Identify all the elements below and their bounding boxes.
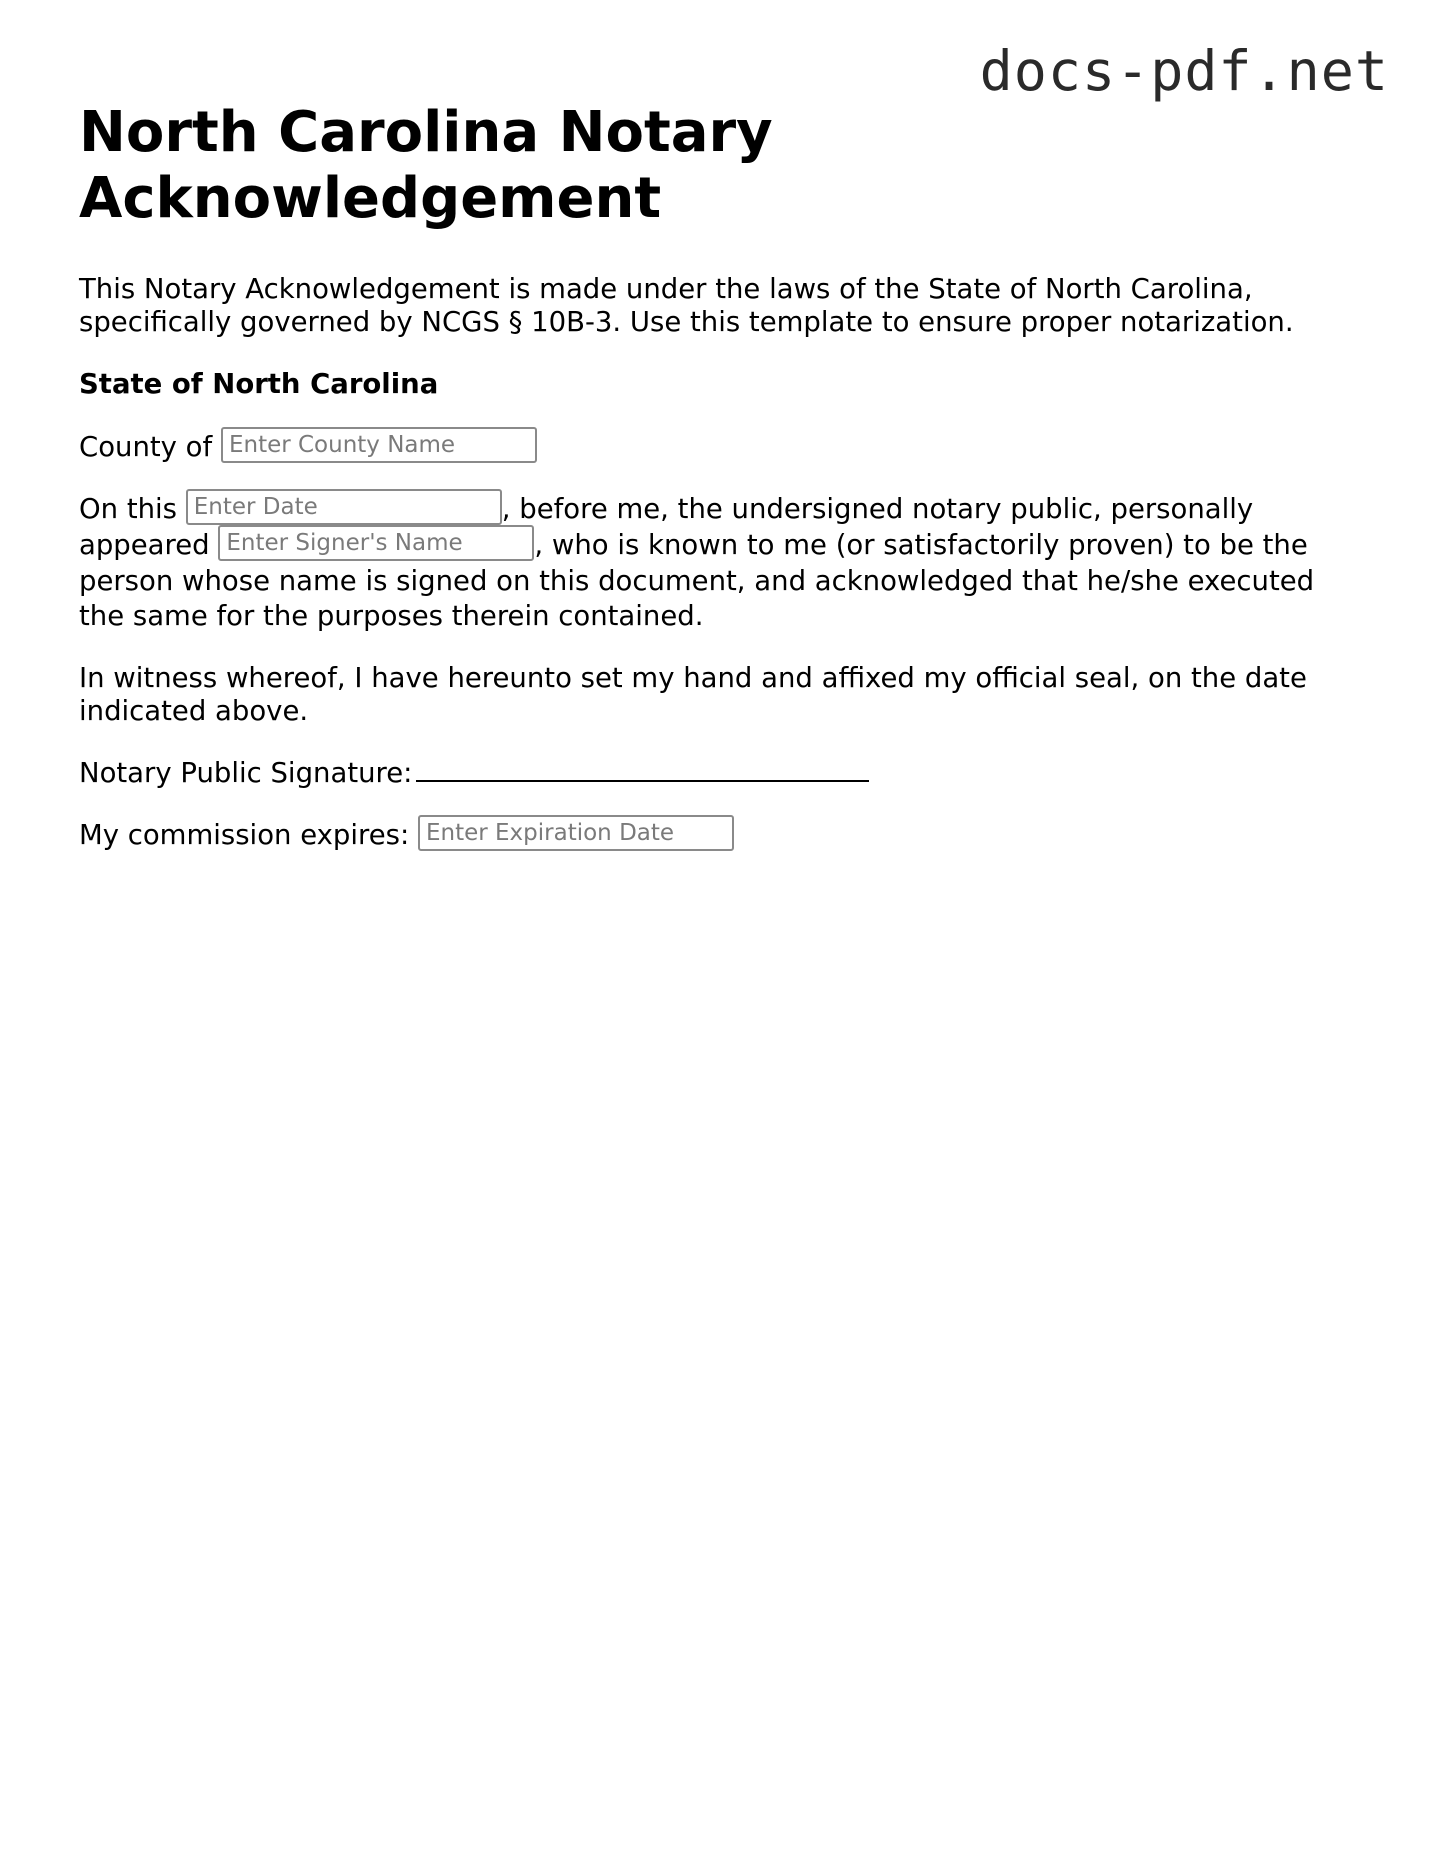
county-input[interactable] xyxy=(221,427,537,463)
expiration-date-input[interactable] xyxy=(418,815,734,851)
intro-paragraph: This Notary Acknowledgement is made under the laws of the State of North Carolina, specifically governed by NCGS § 10B-3. Use this template to ensure proper notarization. xyxy=(79,273,1294,338)
document-page xyxy=(79,100,1359,854)
watermark: docs-pdf.net xyxy=(979,39,1389,103)
date-input[interactable] xyxy=(186,489,502,525)
county-label: County of xyxy=(79,431,213,463)
before-me-text: , before me, the undersigned notary public, personally appeared xyxy=(79,493,1254,561)
county-line xyxy=(79,430,1359,466)
on-this-label: On this xyxy=(79,493,177,525)
signature-label: Notary Public Signature: xyxy=(79,757,413,789)
document-title: North Carolina Notary Acknowledgement xyxy=(79,100,773,231)
signature-line xyxy=(79,756,1359,790)
commission-label: My commission expires: xyxy=(79,819,410,851)
acknowledgement-paragraph xyxy=(79,492,1359,634)
state-heading: State of North Carolina xyxy=(79,368,439,400)
commission-line xyxy=(79,818,1359,854)
witness-paragraph: In witness whereof, I have hereunto set my hand and affixed my official seal, on the date indicated above. xyxy=(79,662,1307,727)
signer-name-input[interactable] xyxy=(218,525,534,561)
known-text: , who is known to me (or satisfactorily proven) to be the person whose name is signed on this document, and acknowledged that he/she executed the same for the purposes therein contained. xyxy=(79,529,1315,632)
signature-blank xyxy=(416,756,869,782)
